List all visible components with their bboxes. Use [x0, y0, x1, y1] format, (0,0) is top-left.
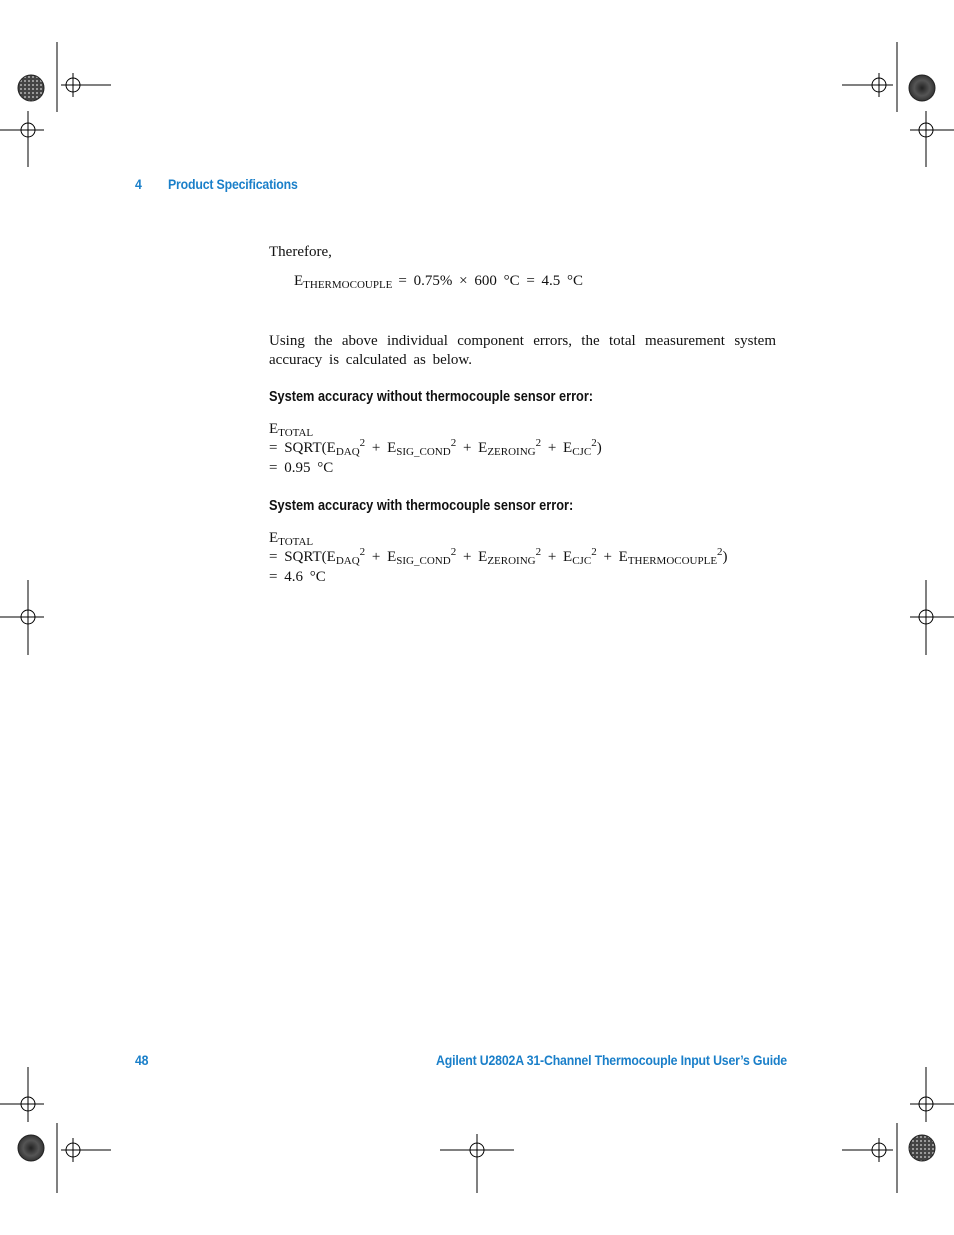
section1-formula: [269, 439, 602, 457]
s1-t2-sq: 2: [450, 437, 457, 449]
page-number: 48: [135, 1052, 149, 1068]
s2-t4-sub: CJC: [572, 555, 592, 567]
s1-plus-3: + E: [547, 440, 573, 456]
chapter-title: Product Specifications: [168, 176, 298, 192]
section-heading-with-sensor: System accuracy with thermocouple sensor error:: [269, 498, 574, 514]
intro-paragraph: Using the above individual component errors, the total measurement system accuracy is calculated as below.: [269, 333, 776, 368]
s2-plus-1: + E: [371, 549, 397, 565]
s2-plus-4: + E: [603, 549, 628, 565]
s2-total-base: E: [269, 530, 279, 546]
s1-plus-1: + E: [371, 440, 397, 456]
s1-t2-sub: SIG_COND: [396, 446, 451, 458]
s2-plus-2: + E: [462, 549, 488, 565]
s1-t1-sub: DAQ: [335, 446, 360, 458]
s1-prefix: = SQRT(E: [269, 440, 336, 456]
s2-t3-sq: 2: [535, 546, 542, 558]
therefore-text: Therefore,: [269, 244, 332, 260]
section2-formula: [269, 548, 728, 566]
s1-close: ): [596, 440, 602, 456]
s1-t1-sq: 2: [359, 437, 366, 449]
s1-total-base: E: [269, 421, 279, 437]
chapter-number: 4: [135, 176, 142, 192]
s2-plus-3: + E: [547, 549, 573, 565]
section1-result: = 0.95 °C: [269, 460, 334, 476]
s1-t3-sq: 2: [535, 437, 542, 449]
s1-plus-2: + E: [462, 440, 488, 456]
s1-t3-sub: ZEROING: [487, 446, 536, 458]
s1-total-sub: TOTAL: [278, 427, 314, 439]
section2-result: = 4.6 °C: [269, 569, 326, 585]
s2-t4-sq: 2: [591, 546, 597, 558]
s2-close: ): [722, 549, 728, 565]
section-heading-without-sensor: System accuracy without thermocouple sensor error:: [269, 389, 594, 405]
s2-total-sub: TOTAL: [278, 536, 314, 548]
eq1-lhs: E: [294, 273, 304, 289]
s1-t4-sub: CJC: [572, 446, 592, 458]
registration-mark-icon: [0, 42, 954, 1193]
s2-t1-sq: 2: [359, 546, 366, 558]
color-target-icon: [18, 75, 935, 1161]
s2-t5-sq: 2: [717, 546, 723, 558]
eq1-lhs-sub: THERMOCOUPLE: [303, 279, 393, 291]
section2-total-label: [269, 529, 313, 547]
eq1-rhs: = 0.75% × 600 °C = 4.5 °C: [398, 273, 584, 289]
s2-prefix: = SQRT(E: [269, 549, 336, 565]
section1-total-label: [269, 420, 313, 438]
guide-title: Agilent U2802A 31-Channel Thermocouple Input User’s Guide: [436, 1052, 787, 1068]
s2-t2-sq: 2: [450, 546, 457, 558]
equation-thermocouple-error: [294, 272, 583, 290]
s2-t1-sub: DAQ: [335, 555, 360, 567]
s2-t5-sub: THERMOCOUPLE: [627, 555, 718, 567]
s2-t2-sub: SIG_COND: [396, 555, 451, 567]
s1-t4-sq: 2: [591, 437, 597, 449]
s2-t3-sub: ZEROING: [487, 555, 536, 567]
